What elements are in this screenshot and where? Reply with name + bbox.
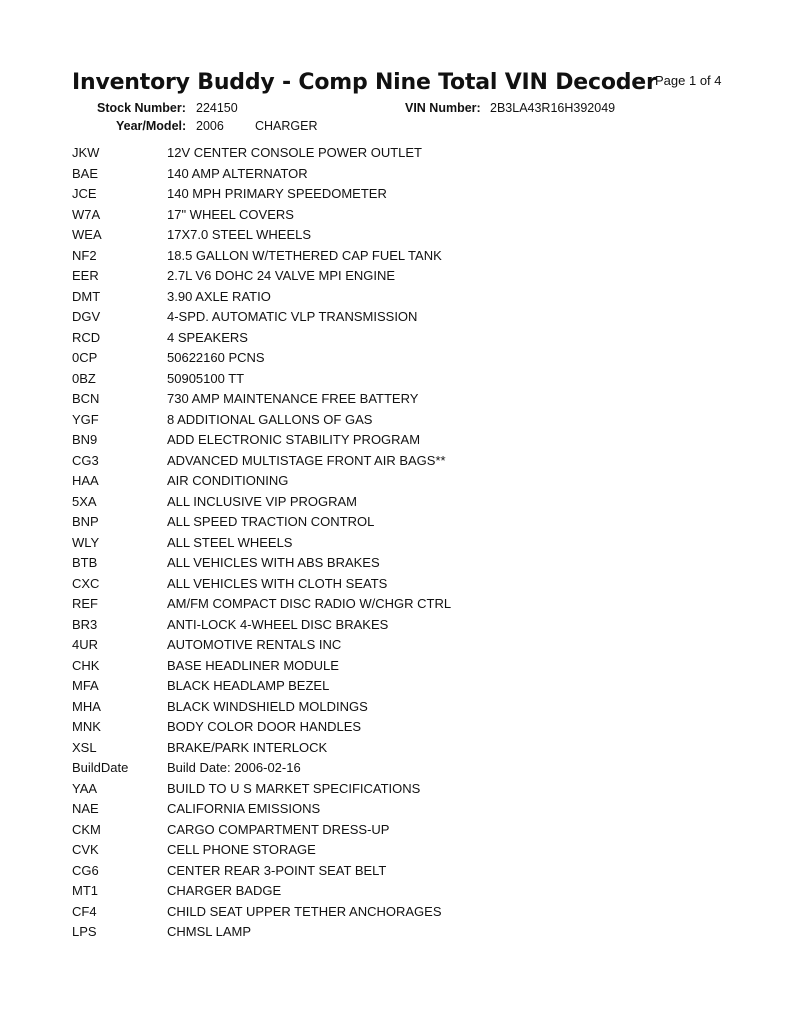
option-row xyxy=(72,902,732,923)
option-code: BNP xyxy=(72,514,99,529)
option-description: AUTOMOTIVE RENTALS INC xyxy=(167,637,342,652)
option-row xyxy=(72,615,732,636)
option-row xyxy=(72,758,732,779)
option-description: 140 MPH PRIMARY SPEEDOMETER xyxy=(167,186,387,201)
option-description: ALL STEEL WHEELS xyxy=(167,534,293,550)
option-description: Build Date: 2006-02-16 xyxy=(167,760,301,775)
page-title: Inventory Buddy - Comp Nine Total VIN Decoder xyxy=(72,70,657,95)
option-row xyxy=(72,861,732,882)
option-description: BASE HEADLINER MODULE xyxy=(167,657,339,673)
option-row xyxy=(72,246,732,267)
option-code: MNK xyxy=(72,719,101,734)
option-description: 730 AMP MAINTENANCE FREE BATTERY xyxy=(167,391,419,406)
option-description: BUILD TO U S MARKET SPECIFICATIONS xyxy=(167,780,421,796)
option-row xyxy=(72,656,732,677)
option-description: 4 SPEAKERS xyxy=(167,329,248,345)
option-row xyxy=(72,820,732,841)
option-description: 12V CENTER CONSOLE POWER OUTLET xyxy=(167,145,422,160)
option-code: BR3 xyxy=(72,616,98,632)
option-code: JKW xyxy=(72,145,100,160)
option-code: CHK xyxy=(72,657,100,673)
option-description: AM/FM COMPACT DISC RADIO W/CHGR CTRL xyxy=(167,596,452,611)
option-description: ANTI-LOCK 4-WHEEL DISC BRAKES xyxy=(167,616,389,632)
option-row xyxy=(72,922,732,943)
option-description: 2.7L V6 DOHC 24 VALVE MPI ENGINE xyxy=(167,268,396,283)
option-description: CALIFORNIA EMISSIONS xyxy=(167,801,321,816)
option-code: W7A xyxy=(72,206,101,222)
option-code: WEA xyxy=(72,227,102,242)
option-description: CHARGER BADGE xyxy=(167,883,282,898)
option-description: 50905100 TT xyxy=(167,370,245,386)
option-code: BCN xyxy=(72,391,100,406)
option-description: 140 AMP ALTERNATOR xyxy=(167,165,308,181)
option-description: 50622160 PCNS xyxy=(167,350,265,365)
option-row xyxy=(72,266,732,287)
option-code: CKM xyxy=(72,821,101,837)
option-row xyxy=(72,840,732,861)
option-description: CENTER REAR 3-POINT SEAT BELT xyxy=(167,862,387,878)
option-row xyxy=(72,430,732,451)
option-row xyxy=(72,369,732,390)
option-description: 17X7.0 STEEL WHEELS xyxy=(167,227,312,242)
option-row xyxy=(72,451,732,472)
option-description: 17" WHEEL COVERS xyxy=(167,206,294,222)
option-code: BuildDate xyxy=(72,760,129,775)
option-description: BRAKE/PARK INTERLOCK xyxy=(167,739,328,755)
option-description: CHILD SEAT UPPER TETHER ANCHORAGES xyxy=(167,903,442,919)
vin-number-label: VIN Number: xyxy=(405,101,481,115)
option-description: ALL VEHICLES WITH ABS BRAKES xyxy=(167,555,380,570)
option-row xyxy=(72,881,732,902)
option-code: CG3 xyxy=(72,452,99,468)
option-code: JCE xyxy=(72,186,97,201)
option-row xyxy=(72,553,732,574)
option-code: LPS xyxy=(72,924,97,939)
option-description: 8 ADDITIONAL GALLONS OF GAS xyxy=(167,411,373,427)
option-code: CF4 xyxy=(72,903,97,919)
vin-number-value: 2B3LA43R16H392049 xyxy=(490,101,616,115)
option-code: 4UR xyxy=(72,637,99,652)
option-code: MHA xyxy=(72,698,101,714)
option-row xyxy=(72,574,732,595)
option-row xyxy=(72,635,732,656)
option-row xyxy=(72,389,732,410)
option-row xyxy=(72,225,732,246)
option-description: CARGO COMPARTMENT DRESS-UP xyxy=(167,821,390,837)
option-code: BN9 xyxy=(72,432,98,447)
option-row xyxy=(72,410,732,431)
option-code: CVK xyxy=(72,842,99,857)
option-code: YAA xyxy=(72,780,98,796)
year-value: 2006 xyxy=(196,119,224,133)
option-row xyxy=(72,307,732,328)
option-code: DMT xyxy=(72,288,101,304)
option-row xyxy=(72,594,732,615)
option-description: 4-SPD. AUTOMATIC VLP TRANSMISSION xyxy=(167,309,418,324)
option-row xyxy=(72,492,732,513)
option-row xyxy=(72,799,732,820)
option-description: ALL VEHICLES WITH CLOTH SEATS xyxy=(167,575,388,591)
option-row xyxy=(72,164,732,185)
stock-number-label: Stock Number: xyxy=(97,101,186,115)
year-model-label: Year/Model: xyxy=(116,119,187,133)
option-row xyxy=(72,738,732,759)
option-code: 0BZ xyxy=(72,370,96,386)
option-code: YGF xyxy=(72,411,99,427)
option-row xyxy=(72,779,732,800)
option-code: HAA xyxy=(72,473,99,488)
option-code: CG6 xyxy=(72,862,99,878)
option-code: CXC xyxy=(72,575,100,591)
option-description: CHMSL LAMP xyxy=(167,924,252,939)
option-code: NAE xyxy=(72,801,99,816)
option-code: EER xyxy=(72,268,99,283)
option-code: REF xyxy=(72,596,98,611)
option-description: ADD ELECTRONIC STABILITY PROGRAM xyxy=(167,432,421,447)
option-row xyxy=(72,205,732,226)
option-row xyxy=(72,287,732,308)
model-value: CHARGER xyxy=(255,119,318,133)
option-row xyxy=(72,471,732,492)
option-code: DGV xyxy=(72,309,101,324)
option-row xyxy=(72,512,732,533)
page-number: Page 1 of 4 xyxy=(655,73,722,88)
option-code-list xyxy=(72,143,732,943)
option-code: NF2 xyxy=(72,247,97,263)
option-description: 3.90 AXLE RATIO xyxy=(167,288,271,304)
option-code: 0CP xyxy=(72,350,98,365)
option-code: MFA xyxy=(72,678,99,693)
option-row xyxy=(72,184,732,205)
option-description: ALL SPEED TRACTION CONTROL xyxy=(167,514,375,529)
option-row xyxy=(72,533,732,554)
option-description: ADVANCED MULTISTAGE FRONT AIR BAGS** xyxy=(167,452,446,468)
option-row xyxy=(72,143,732,164)
option-row xyxy=(72,717,732,738)
option-code: MT1 xyxy=(72,883,98,898)
stock-number-value: 224150 xyxy=(196,101,238,115)
option-row xyxy=(72,697,732,718)
option-description: 18.5 GALLON W/TETHERED CAP FUEL TANK xyxy=(167,247,442,263)
option-code: XSL xyxy=(72,739,97,755)
option-code: WLY xyxy=(72,534,100,550)
option-description: BODY COLOR DOOR HANDLES xyxy=(167,719,362,734)
option-description: BLACK WINDSHIELD MOLDINGS xyxy=(167,698,368,714)
option-row xyxy=(72,676,732,697)
option-row xyxy=(72,328,732,349)
option-code: 5XA xyxy=(72,493,97,509)
option-description: ALL INCLUSIVE VIP PROGRAM xyxy=(167,493,358,509)
option-code: RCD xyxy=(72,329,101,345)
option-description: CELL PHONE STORAGE xyxy=(167,842,316,857)
option-code: BAE xyxy=(72,165,99,181)
option-row xyxy=(72,348,732,369)
option-description: BLACK HEADLAMP BEZEL xyxy=(167,678,330,693)
option-description: AIR CONDITIONING xyxy=(167,473,289,488)
option-code: BTB xyxy=(72,555,98,570)
